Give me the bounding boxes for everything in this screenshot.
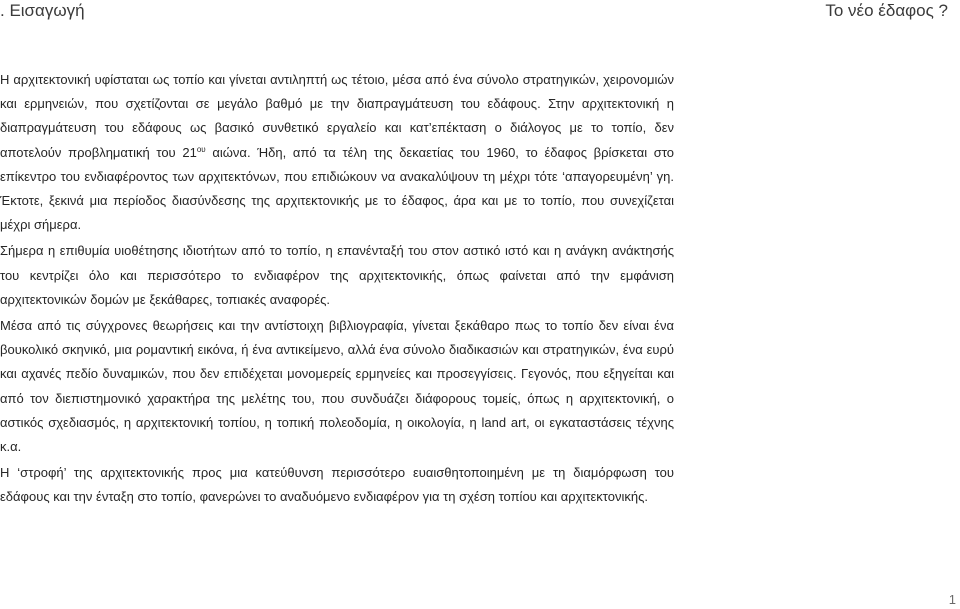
paragraph-1 [0,68,674,237]
paragraph-2: Σήμερα η επιθυμία υιοθέτησης ιδιοτήτων από το τοπίο, η επανένταξή του στον αστικό ιστό και η ανάγκη ανάκτησής του κεντρίζει όλο και περισσότερο το ενδιαφέρον της αρχιτεκτονικής, όπως φαίνεται από την εμφάνιση αρχιτεκτονικών δομών με ξεκάθαρες, τοπιακές αναφορές. [0,243,674,307]
slide-header [0,0,960,26]
paragraph-1-part-2: αιώνα. Ήδη, από τα τέλη της δεκαετίας του 1960, το έδαφος βρίσκεται στο επίκεντρο του ενδιαφέροντος των αρχιτεκτόνων, που επιδιώκουν να ανακαλύψουν τη μέχρι τότε ‘απαγορευμένη’ γη. Έκτοτε, ξεκινά μια περίοδος διασύνδεσης της αρχιτεκτονικής με το έδαφος, άρα και με το τοπίο, που συνεχίζεται μέχρι σήμερα. [0,144,674,233]
paragraph-4: Η ‘στροφή’ της αρχιτεκτονικής προς μια κατεύθυνση περισσότερο ευαισθητοποιημένη με τη διαμόρφωση του εδάφους και την ένταξη στο τοπίο, φανερώνει το αναδυόμενο ενδιαφέρον για τη σχέση τοπίου και αρχιτεκτονικής. [0,465,674,505]
section-title: . Εισαγωγή [0,1,85,20]
paragraph-1-part-1: Η αρχιτεκτονική υφίσταται ως τοπίο και γίνεται αντιληπτή ως τέτοιο, μέσα από ένα σύνολο στρατηγικών, χειρονομιών και ερμηνειών, που σχετίζονται σε μεγάλο βαθμό με την διαπραγμάτευση του εδάφους. Στην αρχιτεκτονική η διαπραγμάτευση του εδάφους ως βασικό συνθετικό εργαλείο και κατ’επέκταση ο διάλογος με το τοπίο, δεν αποτελούν προβληματική του 21 [0,72,674,160]
slide-title: Το νέο έδαφος ? [825,1,948,20]
body-text [0,68,674,510]
paragraph-3: Μέσα από τις σύγχρονες θεωρήσεις και την αντίστοιχη βιβλιογραφία, γίνεται ξεκάθαρο πως το τοπίο δεν είναι ένα βουκολικό σκηνικό, μια ρομαντική εικόνα, ή ένα αντικείμενο, αλλά ένα σύνολο διαδικασιών και στρατηγικών, ένα ευρύ και αχανές πεδίο δυναμικών, που δεν επιδέχεται μονομερείς ερμηνείες και προσεγγίσεις. Γεγονός, που εξηγείται και από τον διεπιστημονικό χαρακτήρα της μελέτης του, που συνδυάζει διάφορους τομείς, όπως η αρχιτεκτονική, ο αστικός σχεδιασμός, η αρχιτεκτονική τοπίου, η τοπική πολεοδομία, η οικολογία, η land art, οι εγκαταστάσεις τέχνης κ.α. [0,318,674,455]
page-number: 1 [948,592,956,607]
century-superscript: ου [196,144,206,154]
